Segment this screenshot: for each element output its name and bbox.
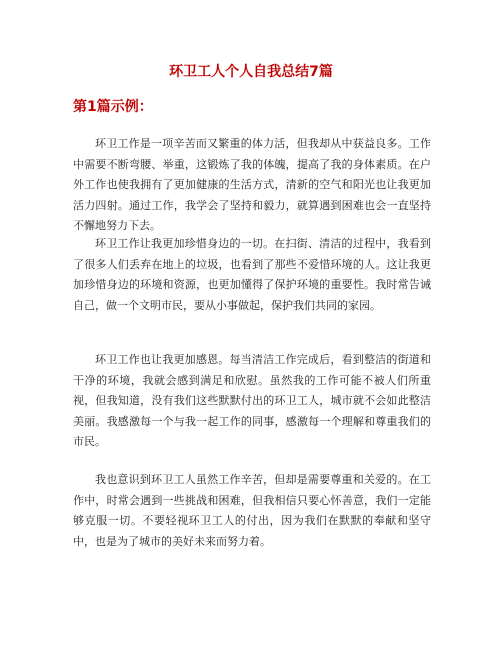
paragraph-4: 我也意识到环卫工人虽然工作辛苦，但却是需要尊重和关爱的。在工作中，时常会遇到一些挑战和困难，但我相信只要心怀善意，我们一定能够克服一切。不要轻视环卫工人的付出，因为我们在默默的奉献和坚守中，也是为了城市的美好未来而努力着。 (73, 473, 431, 548)
document-title: 环卫工人个人自我总结7篇 (169, 64, 333, 80)
section-heading: 第1篇示例： (73, 99, 153, 115)
paragraph-2: 环卫工作让我更加珍惜身边的一切。在扫街、清洁的过程中，我看到了很多人们丢弃在地上的垃圾，也看到了那些不爱惜环境的人。这让我更加珍惜身边的环境和资源，也更加懂得了保护环境的重要性。我时常告诫自己，做一个文明市民，要从小事做起，保护我们共同的家园。 (73, 237, 431, 312)
paragraph-1: 环卫工作是一项辛苦而又繁重的体力活，但我却从中获益良多。工作中需要不断弯腰、举重，这锻炼了我的体魄，提高了我的身体素质。在户外工作也使我拥有了更加健康的生活方式，清新的空气和阳光也让我更加活力四射。通过工作，我学会了坚持和毅力，就算遇到困难也会一直坚持不懈地努力下去。 (73, 137, 431, 233)
paragraph-3: 环卫工作也让我更加感恩。每当清洁工作完成后，看到整洁的街道和干净的环境，我就会感到满足和欣慰。虽然我的工作可能不被人们所重视，但我知道，没有我们这些默默付出的环卫工人，城市就不会如此整洁美丽。我感激每一个与我一起工作的同事，感激每一个理解和尊重我们的市民。 (73, 353, 431, 449)
